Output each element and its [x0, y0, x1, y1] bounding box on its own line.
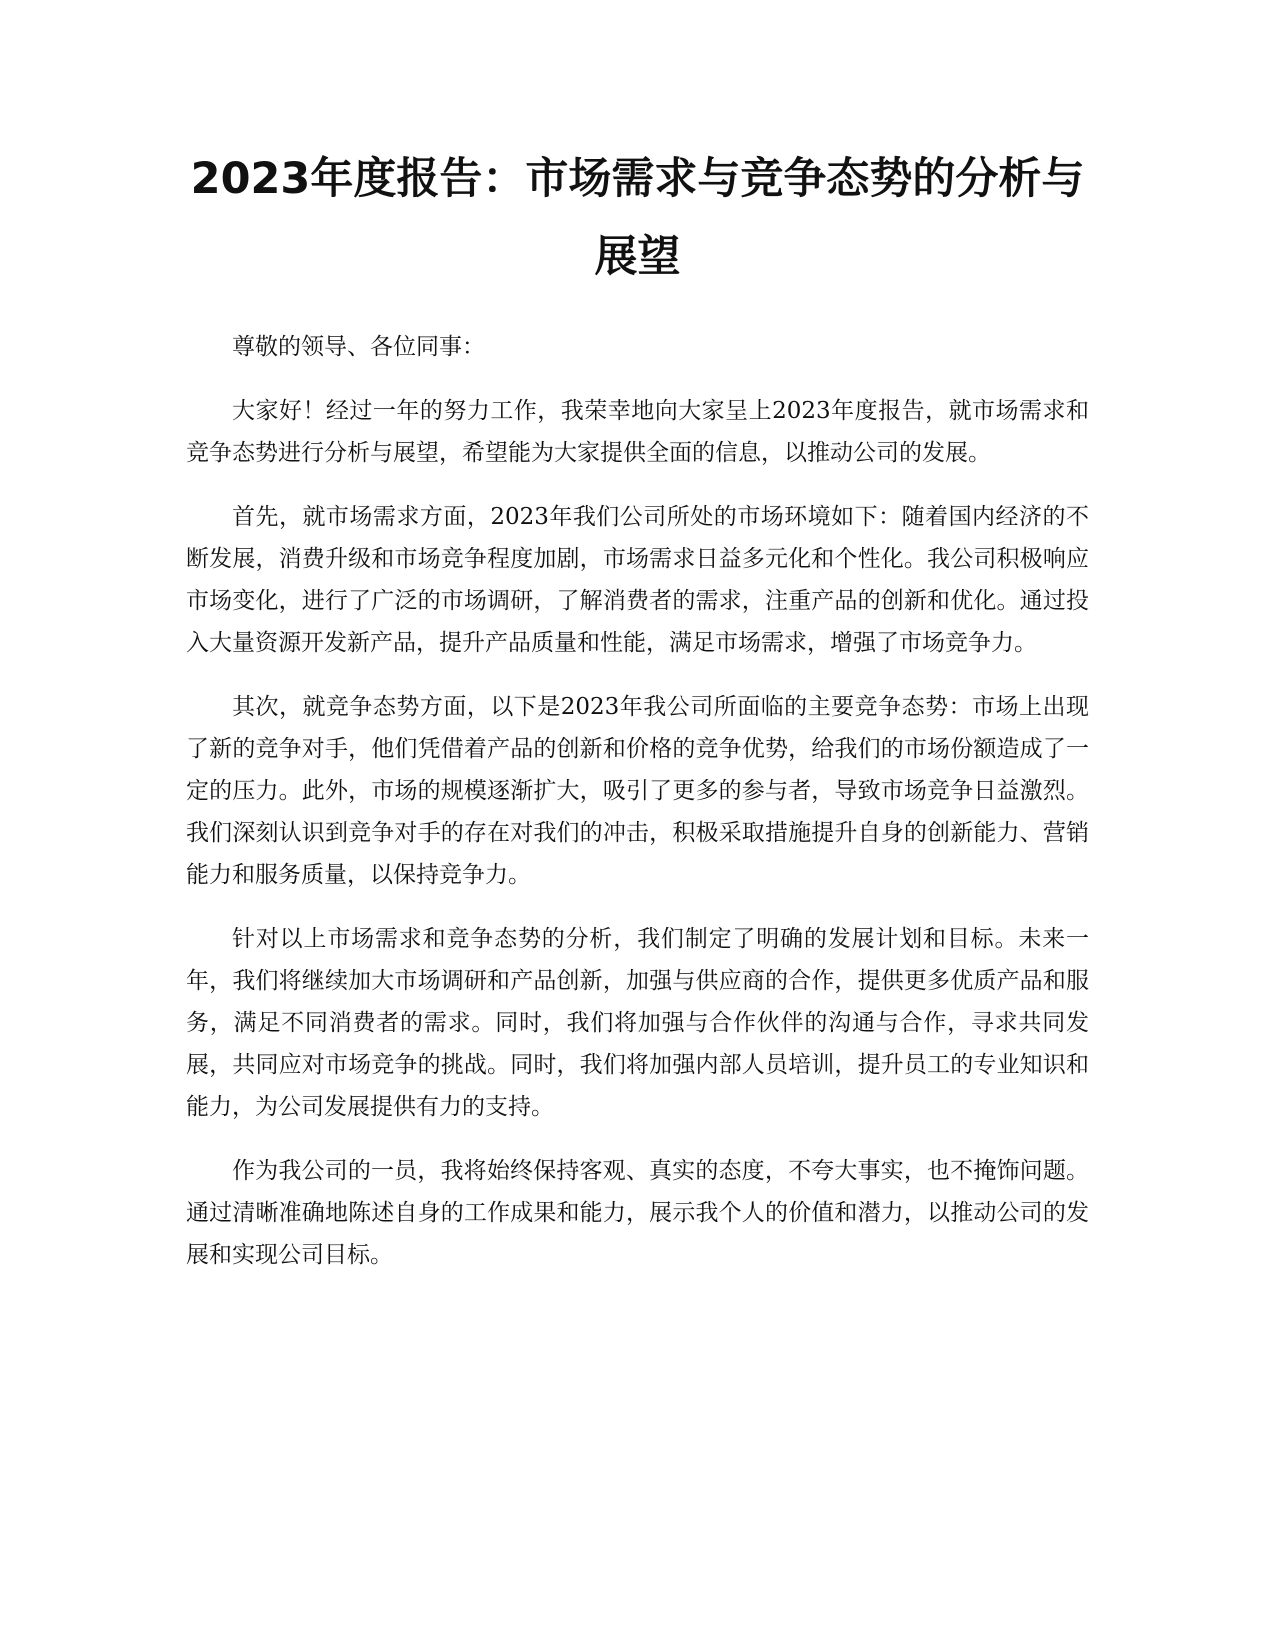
- paragraph-closing: 作为我公司的一员，我将始终保持客观、真实的态度，不夸大事实，也不掩饰问题。通过清晰准确地陈述自身的工作成果和能力，展示我个人的价值和潜力，以推动公司的发展和实现公司目标。: [186, 1158, 1089, 1268]
- salutation: 尊敬的领导、各位同事：: [232, 334, 485, 360]
- paragraph-market-demand: 首先，就市场需求方面，2023年我们公司所处的市场环境如下：随着国内经济的不断发展，消费升级和市场竞争程度加剧，市场需求日益多元化和个性化。我公司积极响应市场变化，进行了广泛的市场调研，了解消费者的需求，注重产品的创新和优化。通过投入大量资源开发新产品，提升产品质量和性能，满足市场需求，增强了市场竞争力。: [186, 504, 1089, 656]
- paragraph-greeting: 大家好！经过一年的努力工作，我荣幸地向大家呈上2023年度报告，就市场需求和竞争态势进行分析与展望，希望能为大家提供全面的信息，以推动公司的发展。: [186, 398, 1089, 466]
- document-title: 2023年度报告：市场需求与竞争态势的分析与展望: [190, 154, 1085, 282]
- document-page: [186, 140, 1089, 1298]
- paragraph-plans: 针对以上市场需求和竞争态势的分析，我们制定了明确的发展计划和目标。未来一年，我们将继续加大市场调研和产品创新，加强与供应商的合作，提供更多优质产品和服务，满足不同消费者的需求。同时，我们将加强与合作伙伴的沟通与合作，寻求共同发展，共同应对市场竞争的挑战。同时，我们将加强内部人员培训，提升员工的专业知识和能力，为公司发展提供有力的支持。: [186, 926, 1089, 1120]
- paragraph-competition: 其次，就竞争态势方面，以下是2023年我公司所面临的主要竞争态势：市场上出现了新的竞争对手，他们凭借着产品的创新和价格的竞争优势，给我们的市场份额造成了一定的压力。此外，市场的规模逐渐扩大，吸引了更多的参与者，导致市场竞争日益激烈。我们深刻认识到竞争对手的存在对我们的冲击，积极采取措施提升自身的创新能力、营销能力和服务质量，以保持竞争力。: [186, 694, 1089, 888]
